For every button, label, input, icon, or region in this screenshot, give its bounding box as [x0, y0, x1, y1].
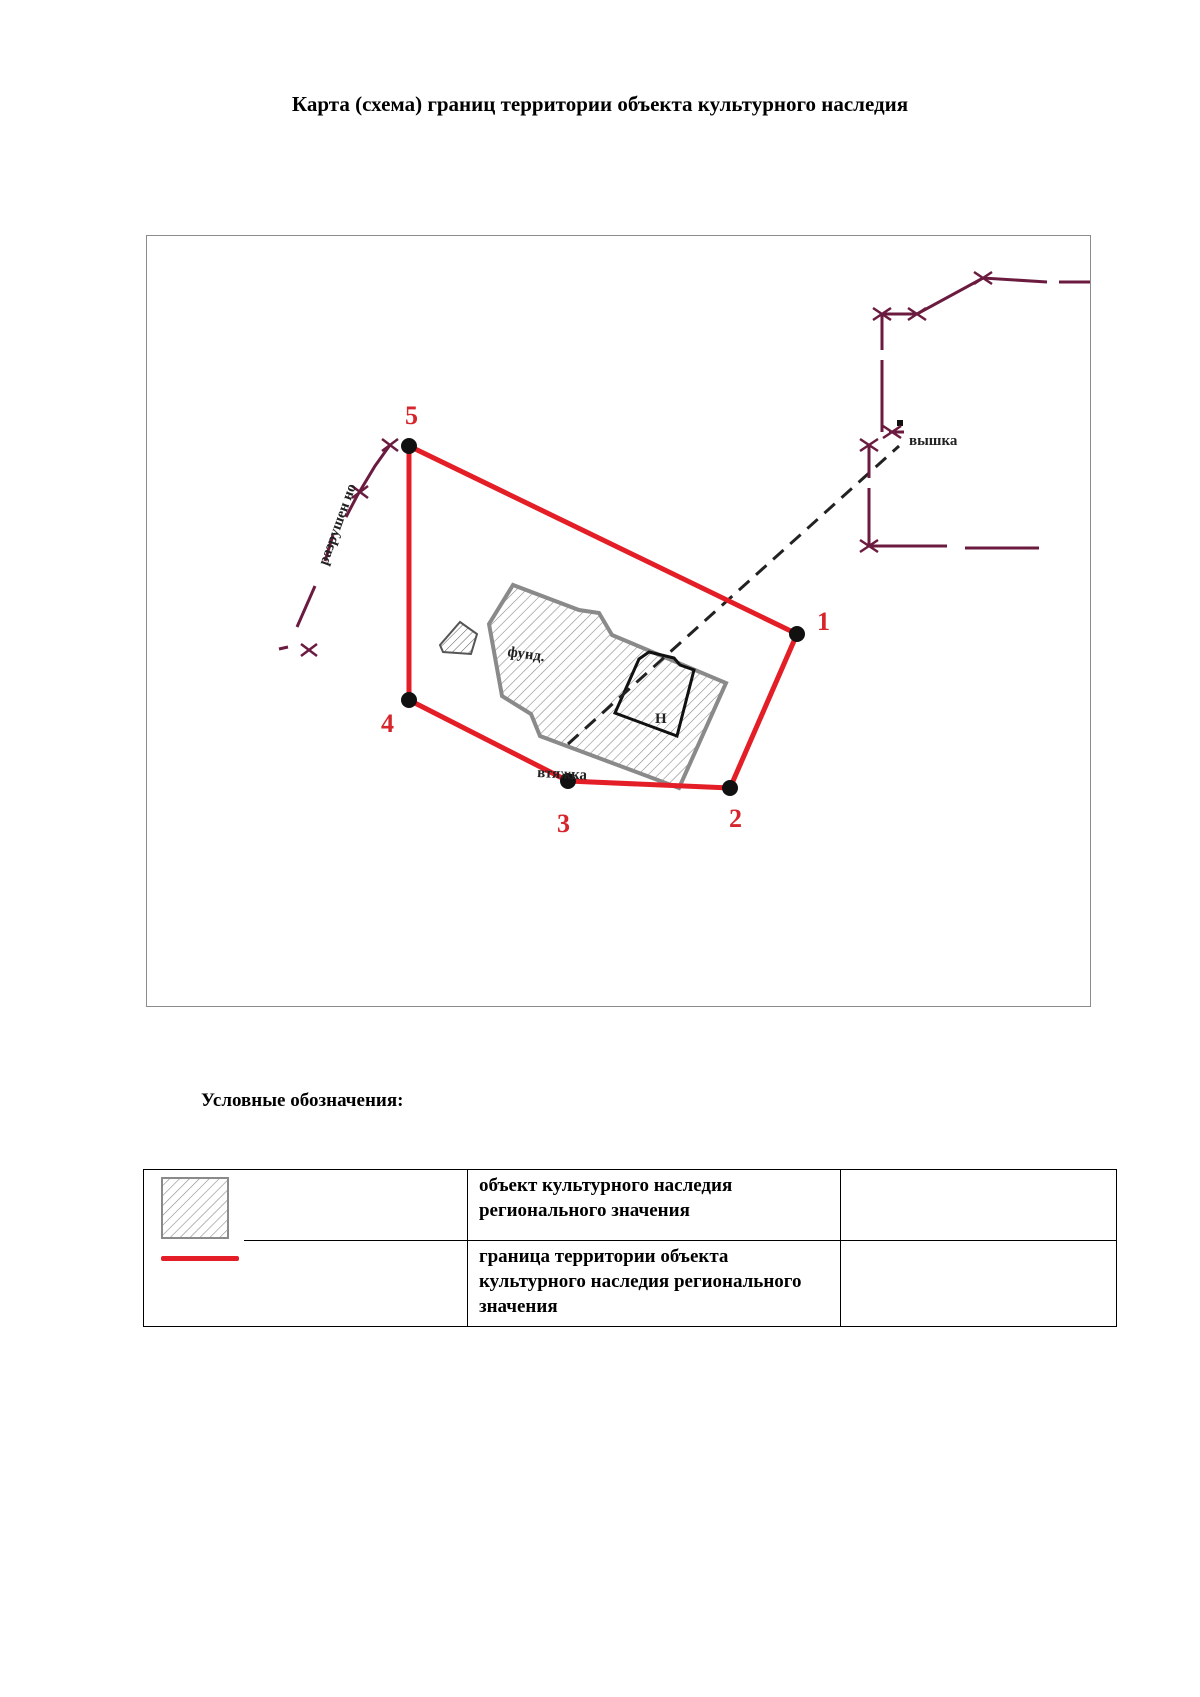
boundary-vertex-1: [789, 626, 805, 642]
vertex-label-4: 4: [381, 709, 394, 738]
label-fund: фунд.: [506, 644, 546, 666]
map-canvas: [147, 236, 1091, 1007]
vertex-label-5: 5: [405, 401, 418, 430]
hatched-area-symbol: [161, 1177, 229, 1239]
map-frame: [146, 235, 1091, 1007]
label-razrusheno: разрушен но: [315, 481, 360, 568]
fence-cross-markers: [860, 272, 992, 552]
label-n: Н: [655, 711, 667, 727]
legend-label: объект культурного наследия регионального значения: [467, 1170, 840, 1241]
fence-left-crosses: [301, 439, 398, 656]
boundary-vertex-5: [401, 438, 417, 454]
legend-table: [143, 1169, 1117, 1327]
vertex-label-2: 2: [729, 804, 742, 833]
tower-marker: [897, 420, 903, 426]
legend-row: [144, 1241, 1117, 1327]
legend-label: граница территории объекта культурного наследия регионального значения: [467, 1241, 840, 1327]
legend-row: [144, 1170, 1117, 1241]
boundary-vertex-2: [722, 780, 738, 796]
vertex-label-1: 1: [817, 607, 830, 636]
vertex-label-3: 3: [557, 809, 570, 838]
label-vyshka: вышка: [909, 433, 958, 449]
heritage-building: [440, 585, 726, 788]
fence-network: [869, 278, 1091, 548]
boundary-vertex-4: [401, 692, 417, 708]
legend-symbol-cell: [144, 1241, 468, 1327]
legend-empty-cell: [840, 1241, 1116, 1327]
red-line-symbol: [161, 1256, 239, 1261]
page-title: Карта (схема) границ территории объекта культурного наследия: [291, 92, 909, 116]
legend-heading: Условные обозначения:: [201, 1090, 404, 1111]
legend-empty-cell: [840, 1170, 1116, 1241]
porch: [440, 622, 477, 654]
legend-symbol-cell: [144, 1170, 468, 1241]
label-vtyazhka: втяжка: [536, 765, 588, 784]
